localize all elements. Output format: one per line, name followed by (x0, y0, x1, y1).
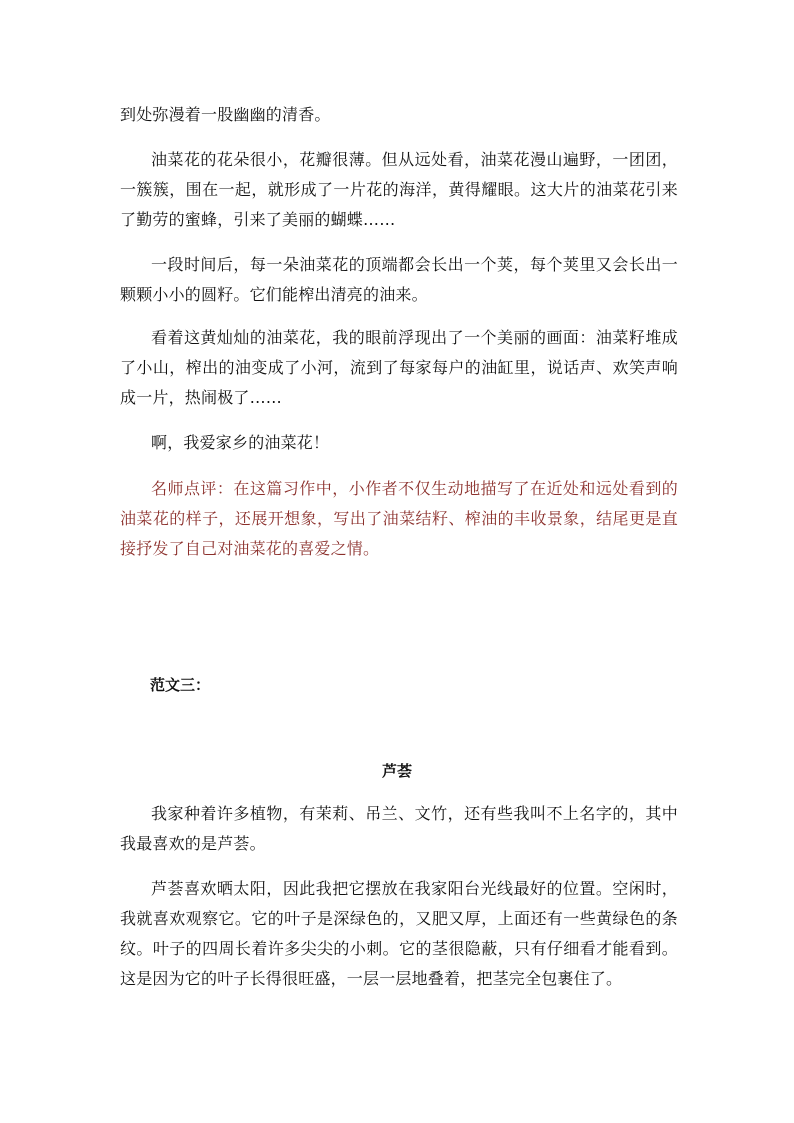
paragraph-plants-intro: 我家种着许多植物，有茉莉、吊兰、文竹，还有些我叫不上名字的，其中我最喜欢的是芦荟。 (120, 804, 678, 853)
teacher-comment: 名师点评：在这篇习作中，小作者不仅生动地描写了在近处和远处看到的油菜花的样子，还展开想象，写出了油菜结籽、榨油的丰收景象，结尾更是直接抒发了自己对油菜花的喜爱之情。 (120, 479, 678, 558)
paragraph-seed-pods: 一段时间后，每一朵油菜花的顶端都会长出一个荚，每个荚里又会长出一颗颗小小的圆籽。它们能榨出清亮的油来。 (120, 255, 678, 304)
paragraph-continuation: 到处弥漫着一股幽幽的清香。 (120, 105, 331, 124)
paragraph-flower-description: 油菜花的花朵很小，花瓣很薄。但从远处看，油菜花漫山遍野，一团团，一簇簇，围在一起，就形成了一片花的海洋，黄得耀眼。这大片的油菜花引来了勤劳的蜜蜂，引来了美丽的蝴蝶…… (120, 150, 678, 229)
paragraph-aloe-description: 芦荟喜欢晒太阳，因此我把它摆放在我家阳台光线最好的位置。空闲时，我就喜欢观察它。它的叶子是深绿色的，又肥又厚，上面还有一些黄绿色的条纹。叶子的四周长着许多尖尖的小刺。它的茎很隐蔽，只有仔细看才能看到。这是因为它的叶子长得很旺盛，一层一层地叠着，把茎完全包裹住了。 (120, 879, 678, 988)
paragraph-conclusion: 啊，我爱家乡的油菜花！ (151, 433, 330, 452)
essay-title: 芦荟 (381, 762, 412, 780)
section-heading: 范文三： (150, 676, 211, 694)
paragraph-imagination: 看着这黄灿灿的油菜花，我的眼前浮现出了一个美丽的画面：油菜籽堆成了小山，榨出的油变成了小河，流到了每家每户的油缸里，说话声、欢笑声响成一片，热闹极了…… (120, 328, 678, 407)
